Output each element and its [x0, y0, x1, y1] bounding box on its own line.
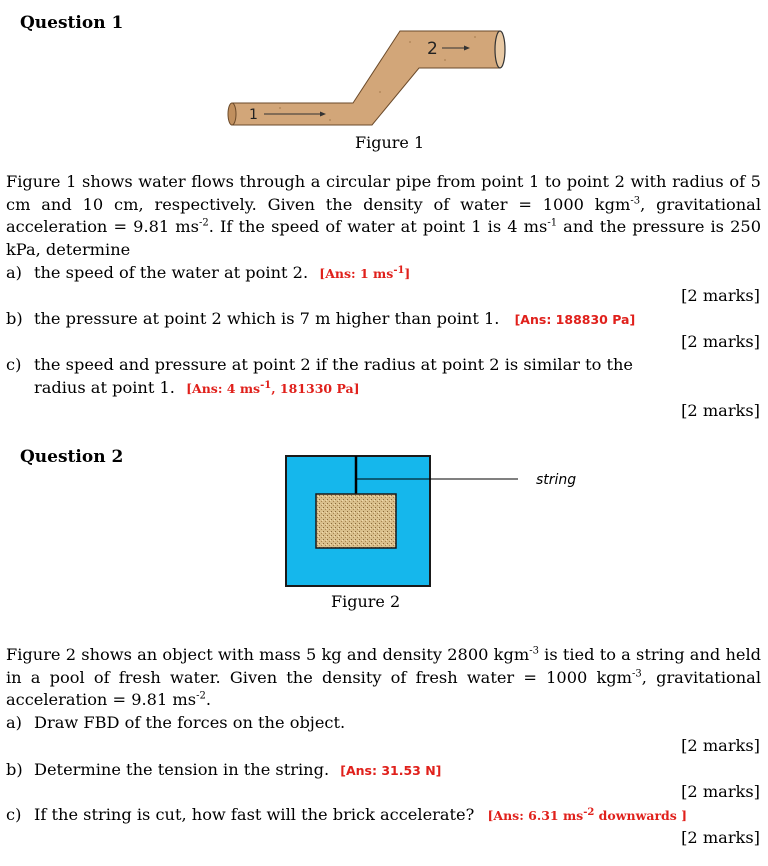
- marks-1b: [2 marks]: [681, 332, 760, 351]
- brick-object: [316, 494, 396, 548]
- pipe-outlet: [495, 31, 505, 68]
- figure-2-caption: Figure 2: [331, 592, 401, 611]
- marks-2c: [2 marks]: [681, 828, 760, 847]
- question-2c: c) If the string is cut, how fast will the brick accelerate? [Ans: 6.31 $ms^{-2}$ downwards ]: [6, 805, 688, 824]
- question-2b: b) Determine the tension in the string. [Ans: 31.53 N]: [6, 760, 442, 779]
- pipe-body: [232, 31, 500, 125]
- answer-1a: [Ans: 1 $ms^{-1}$]: [319, 264, 411, 281]
- figure-point-1-label: 1: [249, 107, 258, 123]
- question-1c: c) the speed and pressure at point 2 if the radius at point 2 is similar to the radius at point 1. [Ans: 4 $ms^{-1}$, 181330 Pa]: [6, 355, 634, 397]
- question-1-title: Question 1: [20, 13, 124, 33]
- marks-2a: [2 marks]: [681, 736, 760, 755]
- question-2a: a) Draw FBD of the forces on the object.: [6, 713, 346, 732]
- question-1b: b) the pressure at point 2 which is 7 m higher than point 1. [Ans: 188830 Pa]: [6, 309, 636, 328]
- question-1-intro: Figure 1 shows water flows through a circular pipe from point 1 to point 2 with radius of 5 cm and 10 cm, respectively. Given the density of water = 1000 kgm$^{-3}$, gravitational acceleration = 9.81 $ms^{-2}$. If the speed of water at point 1 is 4 $ms^{-1}$ and the pressure is 250 kPa, determine: [6, 172, 762, 259]
- string-label: string: [536, 472, 577, 488]
- question-2-intro: Figure 2 shows an object with mass 5 kg and density 2800 kgm$^{-3}$ is tied to a string and held in a pool of fresh water. Given the density of fresh water = 1000 kgm$^{-3}$, gravitational acceleration = 9.81 $ms^{-2}$.: [6, 645, 761, 709]
- figure-1-pipe-diagram: [220, 22, 520, 132]
- figure-1-caption: Figure 1: [355, 133, 425, 152]
- answer-1c: [Ans: 4 $ms^{-1}$, 181330 Pa]: [186, 379, 360, 396]
- figure-point-2-label: 2: [427, 39, 438, 59]
- answer-2c: [Ans: 6.31 $ms^{-2}$ downwards ]: [487, 806, 688, 823]
- marks-2b: [2 marks]: [681, 782, 760, 801]
- answer-1b: [Ans: 188830 Pa]: [514, 312, 636, 327]
- pipe-inlet: [228, 103, 236, 125]
- marks-1c: [2 marks]: [681, 401, 760, 420]
- question-2-title: Question 2: [20, 447, 124, 467]
- answer-2b: [Ans: 31.53 N]: [340, 763, 442, 778]
- marks-1a: [2 marks]: [681, 286, 760, 305]
- question-1a: a) the speed of the water at point 2. [Ans: 1 $ms^{-1}$]: [6, 263, 411, 282]
